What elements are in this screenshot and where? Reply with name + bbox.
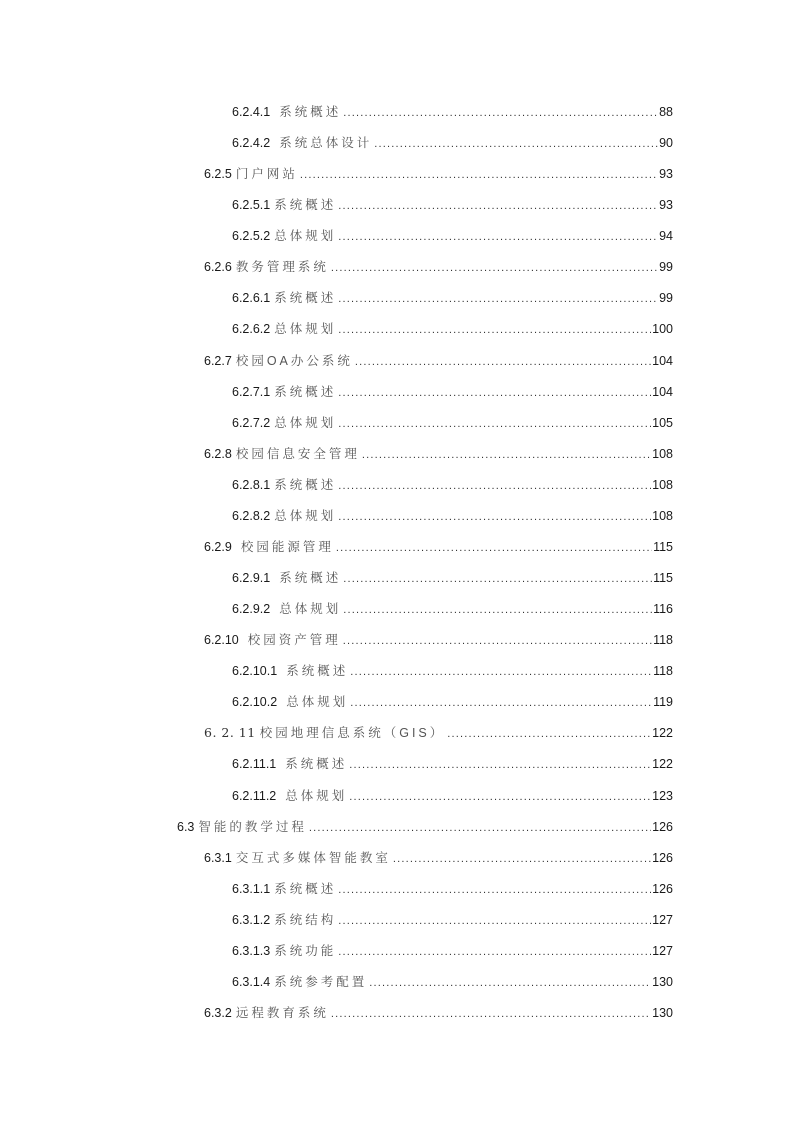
toc-entry-title: 系统概述 [274, 881, 337, 896]
toc-entry[interactable] [232, 319, 673, 339]
toc-entry-page-number: 104 [652, 384, 673, 399]
toc-entry-page-number: 104 [652, 353, 673, 368]
toc-entry-title: 总体规划 [285, 788, 348, 803]
toc-entry-title: 系统总体设计 [279, 136, 373, 151]
toc-entry-number: 6.3.1.3 [232, 943, 271, 958]
toc-entry-page-number: 130 [652, 1006, 673, 1021]
toc-entry-title: 总体规划 [279, 602, 342, 617]
toc-entry-number: 6.2.10.1 [232, 664, 278, 679]
toc-entry-number: 6.2.6.1 [232, 291, 271, 306]
toc-entry-title: 总体规划 [274, 322, 337, 337]
toc-entry-number: 6.2.9.1 [232, 571, 271, 586]
toc-entry-page-number: 116 [653, 602, 673, 617]
toc-entry-page-number: 115 [653, 539, 673, 554]
toc-entry-title: 系统参考配置 [274, 974, 368, 989]
toc-entry-page-number: 94 [659, 229, 673, 244]
toc-entry-number: 6.2.8.2 [232, 508, 271, 523]
toc-entry-page-number: 127 [652, 943, 673, 958]
toc-entry-title: 系统概述 [274, 291, 337, 306]
toc-entry-page-number: 99 [659, 260, 673, 275]
toc-entry[interactable] [204, 1003, 673, 1023]
toc-entry-page-number: 130 [652, 974, 673, 989]
toc-entry-number: 6.2.9 [204, 539, 232, 554]
toc-entry-number: 6.2.7.1 [232, 384, 271, 399]
toc-entry-title: 系统概述 [274, 198, 337, 213]
toc-entry-page-number: 122 [652, 757, 673, 772]
toc-entry[interactable] [232, 692, 673, 712]
toc-entry-number: 6.2.5.1 [232, 198, 271, 213]
toc-entry[interactable] [232, 226, 673, 246]
toc-entry[interactable] [232, 941, 673, 961]
toc-entry[interactable] [232, 972, 673, 992]
toc-entry-number: 6.3.1.1 [232, 881, 271, 896]
toc-entry-number: 6.2.7.2 [232, 415, 271, 430]
toc-entry[interactable] [204, 723, 673, 743]
toc-entry-number: 6.2.4.2 [232, 136, 271, 151]
toc-entry-page-number: 93 [659, 167, 673, 182]
toc-entry-title: 教务管理系统 [235, 260, 329, 275]
toc-entry-number: 6.3.1 [204, 850, 232, 865]
dot-leader [338, 196, 658, 216]
toc-entry-page-number: 118 [653, 633, 673, 648]
toc-entry-title: 系统概述 [285, 757, 348, 772]
toc-entry[interactable] [232, 568, 673, 588]
toc-entry-number: 6.2.10 [204, 633, 239, 648]
toc-entry-page-number: 108 [652, 446, 673, 461]
toc-entry-title: 总体规划 [274, 415, 337, 430]
toc-entry-number: 6.2.5 [204, 167, 232, 182]
toc-entry-title: 校园地理信息系统（GIS） [259, 726, 446, 741]
toc-entry-page-number: 108 [652, 477, 673, 492]
toc-entry[interactable] [232, 879, 673, 899]
dot-leader [343, 103, 658, 123]
toc-entry-page-number: 99 [659, 291, 673, 306]
dot-leader [350, 693, 652, 713]
toc-entry-page-number: 100 [652, 322, 673, 337]
toc-entry-number: 6.2.4.1 [232, 105, 271, 119]
toc-entry-page-number: 119 [653, 695, 673, 710]
toc-entry-title: 总体规划 [274, 229, 337, 244]
dot-leader [338, 507, 651, 527]
dot-leader [338, 942, 651, 962]
toc-entry-number: 6.2.6 [204, 260, 232, 275]
toc-entry-number: 6.2.9.2 [232, 602, 271, 617]
toc-entry-number: 6.3.2 [204, 1006, 232, 1021]
toc-entry-title: 系统功能 [274, 943, 337, 958]
dot-leader [331, 1004, 651, 1024]
toc-entry[interactable] [232, 506, 673, 526]
toc-entry-title: 校园能源管理 [240, 539, 334, 554]
toc-entry-title: 远程教育系统 [235, 1006, 329, 1021]
toc-entry-title: 系统概述 [274, 477, 337, 492]
toc-entry[interactable] [232, 910, 673, 930]
toc-entry[interactable] [204, 164, 673, 184]
toc-entry-number: 6.2.11.1 [232, 757, 277, 772]
toc-entry-number: 6.2.8.1 [232, 477, 271, 492]
dot-leader [362, 445, 651, 465]
toc-entry-number: 6.2.5.2 [232, 229, 271, 244]
toc-entry[interactable] [204, 257, 673, 277]
dot-leader [336, 538, 652, 558]
toc-entry-page-number: 90 [659, 136, 673, 151]
toc-entry-page-number: 126 [652, 819, 673, 834]
toc-entry-title: 系统结构 [274, 912, 337, 927]
dot-leader [338, 289, 658, 309]
dot-leader [338, 880, 651, 900]
toc-entry-page-number: 108 [652, 508, 673, 523]
dot-leader [343, 569, 652, 589]
dot-leader [338, 383, 651, 403]
toc-entry-page-number: 105 [652, 415, 673, 430]
dot-leader [393, 849, 651, 869]
dot-leader [447, 724, 651, 744]
dot-leader [349, 787, 651, 807]
toc-entry-number: 6.2.7 [204, 353, 232, 368]
toc-entry-number: 6. 2. 11 [204, 725, 256, 741]
dot-leader [331, 258, 658, 278]
dot-leader [369, 973, 651, 993]
toc-entry[interactable] [232, 382, 673, 402]
toc-entry[interactable] [204, 444, 673, 464]
toc-entry-title: 系统概述 [279, 105, 342, 119]
toc-entry[interactable] [204, 848, 673, 868]
toc-entry-title: 系统概述 [286, 664, 349, 679]
toc-entry-page-number: 93 [659, 198, 673, 213]
toc-entry-number: 6.2.10.2 [232, 695, 278, 710]
dot-leader [338, 320, 651, 340]
toc-entry[interactable] [204, 351, 673, 371]
dot-leader [338, 476, 651, 496]
toc-entry-number: 6.3.1.4 [232, 974, 271, 989]
toc-entry-number: 6.2.6.2 [232, 322, 271, 337]
toc-entry-number: 6.3 [177, 819, 195, 834]
dot-leader [349, 755, 651, 775]
toc-entry-title: 系统概述 [279, 571, 342, 586]
toc-entry[interactable] [232, 102, 673, 122]
toc-entry-page-number: 118 [653, 664, 673, 679]
dot-leader [350, 662, 652, 682]
toc-entry-page-number: 127 [652, 912, 673, 927]
dot-leader [338, 414, 651, 434]
toc-entry[interactable] [232, 786, 673, 806]
toc-entry[interactable] [204, 630, 673, 650]
toc-entry-page-number: 88 [659, 105, 673, 119]
toc-entry[interactable] [204, 537, 673, 557]
dot-leader [343, 631, 652, 651]
toc-entry-number: 6.3.1.2 [232, 912, 271, 927]
dot-leader [338, 911, 651, 931]
toc-entry[interactable] [232, 599, 673, 619]
dot-leader [374, 134, 658, 154]
dot-leader [300, 165, 658, 185]
toc-entry-page-number: 122 [652, 726, 673, 741]
dot-leader [309, 818, 651, 838]
toc-entry[interactable] [232, 413, 673, 433]
dot-leader [343, 600, 652, 620]
toc-entry-number: 6.2.11.2 [232, 788, 277, 803]
toc-entry-number: 6.2.8 [204, 446, 232, 461]
toc-entry-title: 校园信息安全管理 [235, 446, 360, 461]
toc-entry-title: 门户网站 [235, 167, 298, 182]
toc-entry[interactable] [232, 661, 673, 681]
toc-entry[interactable] [232, 475, 673, 495]
toc-entry-title: 交互式多媒体智能教室 [235, 850, 391, 865]
dot-leader [338, 227, 658, 247]
toc-entry-title: 校园资产管理 [247, 633, 341, 648]
toc-entry-title: 校园OA办公系统 [235, 353, 353, 368]
toc-entry-page-number: 115 [653, 571, 673, 586]
toc-entry[interactable] [177, 817, 673, 837]
toc-entry[interactable] [232, 288, 673, 308]
toc-entry-title: 总体规划 [286, 695, 349, 710]
toc-entry[interactable] [232, 754, 673, 774]
dot-leader [355, 352, 651, 372]
toc-entry-title: 智能的教学过程 [198, 819, 307, 834]
toc-entry-page-number: 126 [652, 881, 673, 896]
toc-entry-title: 总体规划 [274, 508, 337, 523]
toc-entry[interactable] [232, 195, 673, 215]
toc-entry-page-number: 123 [652, 788, 673, 803]
toc-entry-page-number: 126 [652, 850, 673, 865]
toc-entry[interactable] [232, 133, 673, 153]
toc-entry-title: 系统概述 [274, 384, 337, 399]
